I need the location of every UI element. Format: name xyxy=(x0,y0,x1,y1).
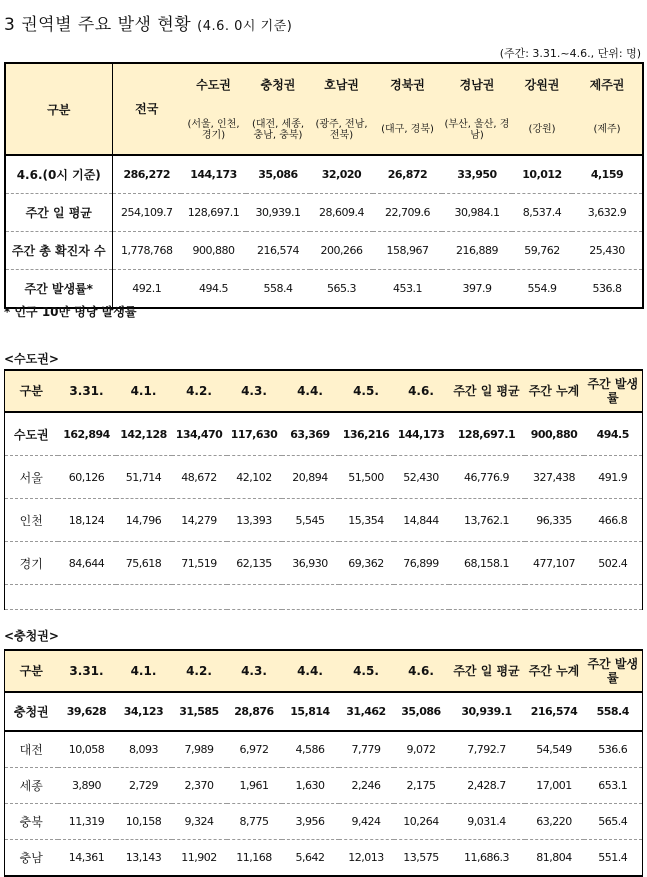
table-row xyxy=(5,731,643,768)
table-row xyxy=(5,194,643,232)
col-header: 주간 일 평균 xyxy=(449,370,525,412)
table-cell: 900,880 xyxy=(181,232,246,270)
empty-row xyxy=(5,585,643,610)
summary-col-header: 수도권 xyxy=(196,78,231,92)
col-header: 4.3. xyxy=(227,650,282,692)
col-header: 4.5. xyxy=(339,370,394,412)
table-cell: 14,279 xyxy=(172,499,227,542)
table-cell: 8,093 xyxy=(116,731,172,768)
table-cell: 48,672 xyxy=(172,456,227,499)
table-cell: 216,574 xyxy=(246,232,310,270)
table-row xyxy=(5,768,643,804)
table-cell: 558.4 xyxy=(246,270,310,309)
table-cell: 39,628 xyxy=(58,692,116,731)
table-cell: 536.6 xyxy=(584,731,643,768)
table-row xyxy=(5,412,643,456)
table-cell: 17,001 xyxy=(525,768,584,804)
table-cell: 96,335 xyxy=(525,499,584,542)
table-cell: 14,796 xyxy=(116,499,172,542)
section-title-sudo: <수도권> xyxy=(4,352,59,366)
title-main: 3 권역별 주요 발생 현황 xyxy=(4,15,192,35)
table-cell: 32,020 xyxy=(310,155,373,194)
table-cell: 34,123 xyxy=(116,692,172,731)
col-header: 구분 xyxy=(5,370,58,412)
table-cell: 216,574 xyxy=(525,692,584,731)
row-label: 세종 xyxy=(5,768,58,804)
table-cell: 492.1 xyxy=(112,270,181,309)
row-label: 충남 xyxy=(5,840,58,877)
table-cell: 30,939.1 xyxy=(449,692,525,731)
table-cell: 14,361 xyxy=(68,851,105,864)
summary-table xyxy=(4,62,644,309)
row-label: 주간 총 확진자 수 xyxy=(5,232,112,270)
table-cell: 76,899 xyxy=(394,542,449,585)
table-cell: 36,930 xyxy=(282,542,339,585)
table-cell: 216,889 xyxy=(442,232,512,270)
table-cell: 565.4 xyxy=(584,804,643,840)
table-cell: 7,989 xyxy=(172,731,227,768)
table-cell: 10,012 xyxy=(512,155,572,194)
table-row xyxy=(5,155,643,194)
summary-col-header: 경남권 xyxy=(459,78,495,92)
table-cell: 7,779 xyxy=(339,731,394,768)
table-row xyxy=(5,499,643,542)
table-cell: 5,545 xyxy=(282,499,339,542)
table-cell: 63,220 xyxy=(525,804,584,840)
table-cell: 551.4 xyxy=(584,840,643,877)
table-cell: 9,424 xyxy=(339,804,394,840)
col-header: 구분 xyxy=(5,650,58,692)
row-label: 경기 xyxy=(5,542,58,585)
table-cell: 31,462 xyxy=(339,692,394,731)
table-cell: 494.5 xyxy=(584,412,643,456)
table-cell: 13,762.1 xyxy=(449,499,525,542)
table-cell: 84,644 xyxy=(58,542,116,585)
table-cell: 6,972 xyxy=(227,731,282,768)
summary-col-header: 전국 xyxy=(112,63,181,155)
row-label: 수도권 xyxy=(5,412,58,456)
table-cell: 33,950 xyxy=(442,155,512,194)
table-cell: 286,272 xyxy=(112,155,181,194)
table-cell: 18,124 xyxy=(58,499,116,542)
table-cell: 200,266 xyxy=(310,232,373,270)
table-cell: 134,470 xyxy=(172,412,227,456)
table-cell: 22,709.6 xyxy=(373,194,442,232)
table-cell: 35,086 xyxy=(246,155,310,194)
table-cell: 30,939.1 xyxy=(246,194,310,232)
table-cell: 14,844 xyxy=(394,499,449,542)
summary-col-detail: (광주, 전남, 전북) xyxy=(310,105,373,155)
table-cell: 453.1 xyxy=(373,270,442,309)
summary-col-detail: (강원) xyxy=(512,105,572,155)
table-cell: 28,609.4 xyxy=(310,194,373,232)
table-cell: 477,107 xyxy=(525,542,584,585)
table-cell: 5,642 xyxy=(295,851,325,864)
summary-col-detail: (서울, 인천, 경기) xyxy=(181,105,246,155)
summary-col-detail: (제주) xyxy=(572,105,643,155)
summary-col-header: 제주권 xyxy=(589,78,625,92)
col-header: 4.2. xyxy=(172,650,227,692)
table-cell: 25,430 xyxy=(572,232,643,270)
table-cell: 136,216 xyxy=(339,412,394,456)
table-cell: 2,370 xyxy=(172,768,227,804)
table-cell: 128,697.1 xyxy=(449,412,525,456)
table-row xyxy=(5,542,643,585)
col-header: 3.31. xyxy=(58,650,116,692)
summary-col-detail: (대전, 세종, 충남, 충북) xyxy=(246,105,310,155)
row-label: 대전 xyxy=(5,731,58,768)
section-title-chungcheong: <충청권> xyxy=(4,629,59,643)
table-cell: 10,158 xyxy=(116,804,172,840)
sudo-table xyxy=(4,369,643,610)
table-cell: 11,168 xyxy=(236,851,272,864)
table-cell: 75,618 xyxy=(116,542,172,585)
summary-col-header: 강원권 xyxy=(524,78,560,92)
table-cell: 117,630 xyxy=(227,412,282,456)
col-header: 4.1. xyxy=(116,370,172,412)
table-cell: 565.3 xyxy=(310,270,373,309)
table-cell: 2,246 xyxy=(339,768,394,804)
table-cell: 11,686.3 xyxy=(464,851,509,864)
table-cell: 10,058 xyxy=(58,731,116,768)
table-cell: 144,173 xyxy=(181,155,246,194)
table-cell: 12,013 xyxy=(348,851,384,864)
row-label: 서울 xyxy=(5,456,58,499)
table-cell: 397.9 xyxy=(442,270,512,309)
col-header: 4.3. xyxy=(227,370,282,412)
summary-col-detail: (부산, 울산, 경남) xyxy=(442,105,512,155)
table-cell: 60,126 xyxy=(58,456,116,499)
title-sub: (4.6. 0시 기준) xyxy=(197,19,293,34)
row-label: 4.6.(0시 기준) xyxy=(5,155,112,194)
table-cell: 653.1 xyxy=(584,768,643,804)
table-cell: 327,438 xyxy=(525,456,584,499)
row-label: 충북 xyxy=(5,804,58,840)
table-cell: 4,586 xyxy=(282,731,339,768)
table-cell: 2,428.7 xyxy=(449,768,525,804)
table-cell: 536.8 xyxy=(572,270,643,309)
col-header: 4.4. xyxy=(282,370,339,412)
table-cell: 51,714 xyxy=(116,456,172,499)
table-cell: 142,128 xyxy=(116,412,172,456)
header-row xyxy=(5,650,643,692)
col-header: 주간 누계 xyxy=(525,650,584,692)
table-cell: 2,175 xyxy=(394,768,449,804)
table-cell: 52,430 xyxy=(394,456,449,499)
summary-col-header: 경북권 xyxy=(390,78,425,92)
table-cell: 7,792.7 xyxy=(449,731,525,768)
table-cell: 491.9 xyxy=(584,456,643,499)
table-cell: 1,961 xyxy=(227,768,282,804)
table-cell: 54,549 xyxy=(525,731,584,768)
table-cell: 502.4 xyxy=(584,542,643,585)
col-header: 4.1. xyxy=(116,650,172,692)
table-cell: 59,762 xyxy=(512,232,572,270)
table-cell: 466.8 xyxy=(584,499,643,542)
table-cell: 69,362 xyxy=(339,542,394,585)
col-header: 4.6. xyxy=(394,650,449,692)
summary-col-header: 충청권 xyxy=(260,78,296,92)
table-row xyxy=(5,840,643,877)
row-label: 충청권 xyxy=(5,692,58,731)
summary-col-detail: (대구, 경북) xyxy=(373,105,442,155)
table-cell: 20,894 xyxy=(282,456,339,499)
table-cell: 3,890 xyxy=(58,768,116,804)
header-row xyxy=(5,370,643,412)
table-row xyxy=(5,456,643,499)
table-cell: 8,537.4 xyxy=(512,194,572,232)
table-cell: 51,500 xyxy=(339,456,394,499)
table-cell: 62,135 xyxy=(227,542,282,585)
chungcheong-table xyxy=(4,649,643,877)
table-cell: 494.5 xyxy=(181,270,246,309)
col-header: 4.5. xyxy=(339,650,394,692)
table-cell: 128,697.1 xyxy=(181,194,246,232)
table-cell: 4,159 xyxy=(572,155,643,194)
table-cell: 30,984.1 xyxy=(442,194,512,232)
table-cell: 900,880 xyxy=(525,412,584,456)
table-row xyxy=(5,232,643,270)
table-cell: 71,519 xyxy=(172,542,227,585)
table-cell: 2,729 xyxy=(116,768,172,804)
col-header: 주간 누계 xyxy=(525,370,584,412)
table-cell: 13,575 xyxy=(403,851,439,864)
footnote: * 인구 10만 명당 발생률 xyxy=(4,305,137,319)
table-cell: 9,031.4 xyxy=(449,804,525,840)
col-header: 주간 발생률 xyxy=(584,370,643,412)
table-cell: 162,894 xyxy=(58,412,116,456)
row-label: 주간 일 평균 xyxy=(5,194,112,232)
table-row xyxy=(5,804,643,840)
table-cell: 28,876 xyxy=(227,692,282,731)
table-cell: 10,264 xyxy=(394,804,449,840)
table-cell: 31,585 xyxy=(172,692,227,731)
row-label: 인천 xyxy=(5,499,58,542)
summary-col-header: 호남권 xyxy=(324,78,359,92)
unit-note: (주간: 3.31.~4.6., 단위: 명) xyxy=(499,47,641,60)
table-cell: 558.4 xyxy=(584,692,643,731)
table-cell: 9,072 xyxy=(394,731,449,768)
table-cell: 9,324 xyxy=(172,804,227,840)
table-cell: 63,369 xyxy=(282,412,339,456)
table-cell: 68,158.1 xyxy=(449,542,525,585)
table-cell: 15,814 xyxy=(282,692,339,731)
col-header: 주간 일 평균 xyxy=(449,650,525,692)
table-cell: 42,102 xyxy=(227,456,282,499)
table-cell: 1,778,768 xyxy=(112,232,181,270)
col-header: 4.2. xyxy=(172,370,227,412)
table-row xyxy=(5,692,643,731)
table-cell: 3,956 xyxy=(282,804,339,840)
table-cell: 158,967 xyxy=(373,232,442,270)
table-cell: 254,109.7 xyxy=(112,194,181,232)
table-cell: 26,872 xyxy=(373,155,442,194)
col-header: 4.6. xyxy=(394,370,449,412)
table-cell: 11,902 xyxy=(181,851,217,864)
table-cell: 13,143 xyxy=(125,851,162,864)
table-cell: 1,630 xyxy=(282,768,339,804)
table-cell: 554.9 xyxy=(512,270,572,309)
col-header: 주간 발생률 xyxy=(584,650,643,692)
table-cell: 3,632.9 xyxy=(572,194,643,232)
table-cell: 13,393 xyxy=(227,499,282,542)
table-cell: 11,319 xyxy=(58,804,116,840)
col-header: 4.4. xyxy=(282,650,339,692)
table-cell: 144,173 xyxy=(394,412,449,456)
row-label: 주간 발생률* xyxy=(5,270,112,309)
table-cell: 35,086 xyxy=(394,692,449,731)
table-cell: 15,354 xyxy=(339,499,394,542)
col-header: 3.31. xyxy=(58,370,116,412)
page-title xyxy=(4,10,292,35)
summary-corner: 구분 xyxy=(5,63,112,155)
table-cell: 8,775 xyxy=(227,804,282,840)
table-cell: 81,804 xyxy=(536,851,572,864)
table-cell: 46,776.9 xyxy=(449,456,525,499)
